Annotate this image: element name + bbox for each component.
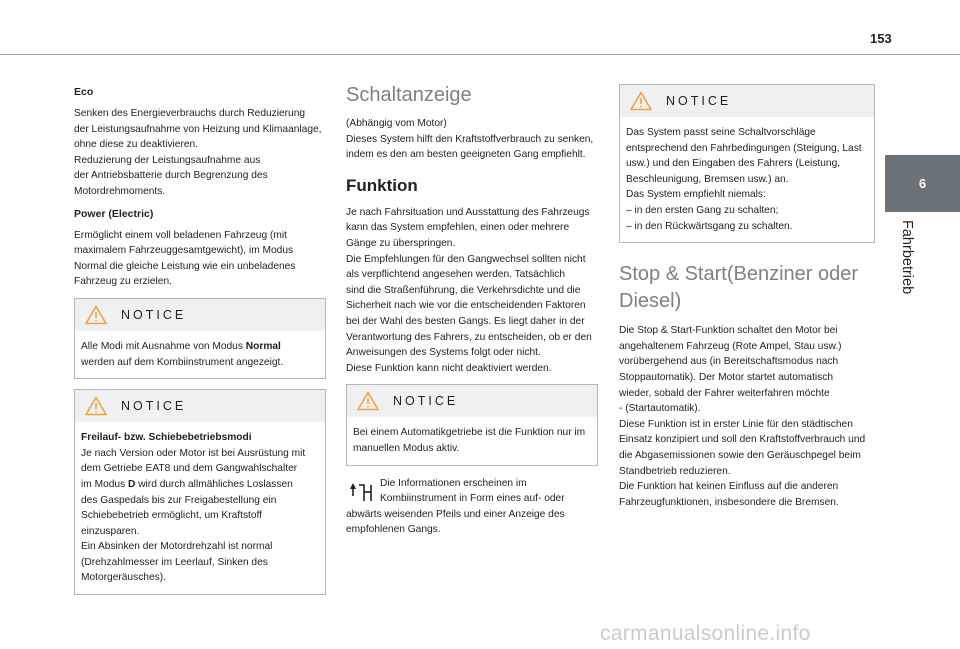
- warning-triangle-icon: [85, 305, 107, 325]
- shift-info-rest: abwärts weisenden Pfeils und einer Anzeige des empfohlenen Gangs.: [346, 508, 565, 536]
- column-middle: [346, 82, 598, 538]
- notice-text: werden auf dem Kombiinstrument angezeigt.: [81, 356, 284, 368]
- notice-box-modes: [74, 298, 326, 379]
- warning-triangle-icon: [357, 391, 379, 411]
- section-title-stop-start: Stop & Start(Benziner oder Diesel): [619, 263, 859, 313]
- notice-body: Das System passt seine Schaltvorschläge entsprechend den Fahrbedingungen (Steigung, Last usw.) und den Eingaben des Fahrers (Leistung, Beschleunigung, Bremsen usw.) an. Das System empfiehlt niemals: – in den ersten Gang zu schalten; – in den Rückwärtsgang zu schalten.: [626, 127, 862, 232]
- notice-body: Bei einem Automatikgetriebe ist die Funktion nur im manuellen Modus aktiv.: [353, 427, 586, 454]
- notice-box-freewheel: [74, 389, 326, 595]
- notice-title: NOTICE: [121, 307, 187, 322]
- header-rule: [0, 54, 960, 55]
- eco-text: Senken des Energieverbrauchs durch Reduzierung der Leistungsaufnahme von Heizung und Klimaanlage, ohne diese zu deaktivieren. Reduzierung der Leistungsaufnahme aus der Antriebsbatterie durch Begrenzung des Motordrehmoments.: [74, 108, 322, 197]
- eco-heading: Eco: [74, 86, 94, 98]
- section-title-shift-indicator: Schaltanzeige: [346, 84, 472, 106]
- chapter-title: Fahrbetrieb: [899, 220, 915, 295]
- column-left: [74, 85, 326, 605]
- notice-title: NOTICE: [121, 399, 187, 414]
- notice-heading: Freilauf- bzw. Schiebebetriebsmodi: [81, 432, 252, 444]
- notice-header: [620, 85, 874, 117]
- power-heading: Power (Electric): [74, 207, 154, 220]
- stop-start-text: Die Stop & Start-Funktion schaltet den Motor bei angehaltenem Fahrzeug (Rote Ampel, Stau usw.) vorübergehend aus (in Bereitschaftsmodus nach Stoppautomatik). Der Motor startet automatisch wieder, sobald der Fahrer weiterfahren möchte - (Startautomatik). Diese Funktion ist in erster Linie für den städtischen Einsatz konzipiert und soll den Kraftstoffverbrauch und die Abgasemissionen sowie den Geräuschpegel beim Standbetrieb reduzieren. Die Funktion hat keinen Einfluss auf die anderen Fahrzeugfunktionen, insbesondere die Bremsen.: [619, 325, 866, 508]
- shift-line-1: Die Informationen erscheinen im: [380, 477, 527, 489]
- notice-box-automatic: [346, 384, 598, 465]
- column-right: [619, 84, 875, 517]
- watermark: carmanualsonline.info: [600, 622, 811, 645]
- notice-title: NOTICE: [393, 394, 459, 409]
- page-number: 153: [870, 31, 892, 46]
- warning-triangle-icon: [630, 91, 652, 111]
- notice-header: [347, 385, 597, 417]
- gear-shift-indicator-icon: [346, 476, 374, 504]
- shift-info-text: [380, 476, 565, 507]
- notice-box-system: [619, 84, 875, 243]
- notice-header: [75, 390, 325, 422]
- shift-line-2: Kombiinstrument in Form eines auf- oder: [380, 493, 565, 505]
- chapter-tab[interactable]: [885, 155, 960, 212]
- notice-text: wird durch allmähliches Loslassen des Gaspedals bis zur Freigabestellung ein Schiebebetrieb ermöglicht, um Kraftstoff einzusparen. Ein Absinken der Motordrehzahl ist normal (Drehzahlmesser im Leerlauf, Sinken des Motorgeräusches).: [81, 478, 293, 584]
- power-text: Ermöglicht einem voll beladenen Fahrzeug (mit maximalem Fahrzeuggesamtgewicht), im Modus Normal die gleiche Leistung wie ein unbeladenes Fahrzeug zu erzielen.: [74, 229, 296, 288]
- chapter-number: 6: [918, 176, 927, 191]
- warning-triangle-icon: [85, 396, 107, 416]
- notice-text: Alle Modi mit Ausnahme von Modus: [81, 340, 246, 352]
- function-text: Je nach Fahrsituation und Ausstattung des Fahrzeugs kann das System empfehlen, einen oder mehrere Gänge zu überspringen. Die Empfehlungen für den Gangwechsel sollten nicht als verpflichtend angesehen werden. Tatsächlich sind die Straßenführung, die Verkehrsdichte und die Sicherheit nach wie vor die entscheidenden Faktoren bei der Wahl des besten Gangs. Es liegt daher in der Verantwortung des Fahrers, zu entscheiden, ob er den Anweisungen des Systems folgt oder nicht. Diese Funktion kann nicht deaktiviert werden.: [346, 206, 592, 374]
- shift-info-row: [346, 476, 598, 507]
- notice-title: NOTICE: [666, 94, 732, 108]
- notice-text: Je nach Version oder Motor ist bei Ausrüstung mit dem Getriebe EAT8 und dem Gangwahlschalter im Modus: [81, 447, 306, 490]
- notice-bold: Normal: [245, 340, 281, 352]
- shift-intro: (Abhängig vom Motor) Dieses System hilft den Kraftstoffverbrauch zu senken, indem es den am besten geeigneten Gang empfiehlt.: [346, 118, 594, 161]
- function-heading: Funktion: [346, 175, 418, 195]
- notice-bold: D: [128, 478, 136, 490]
- notice-body: [75, 422, 325, 594]
- notice-body: [75, 331, 325, 378]
- notice-header: [75, 299, 325, 331]
